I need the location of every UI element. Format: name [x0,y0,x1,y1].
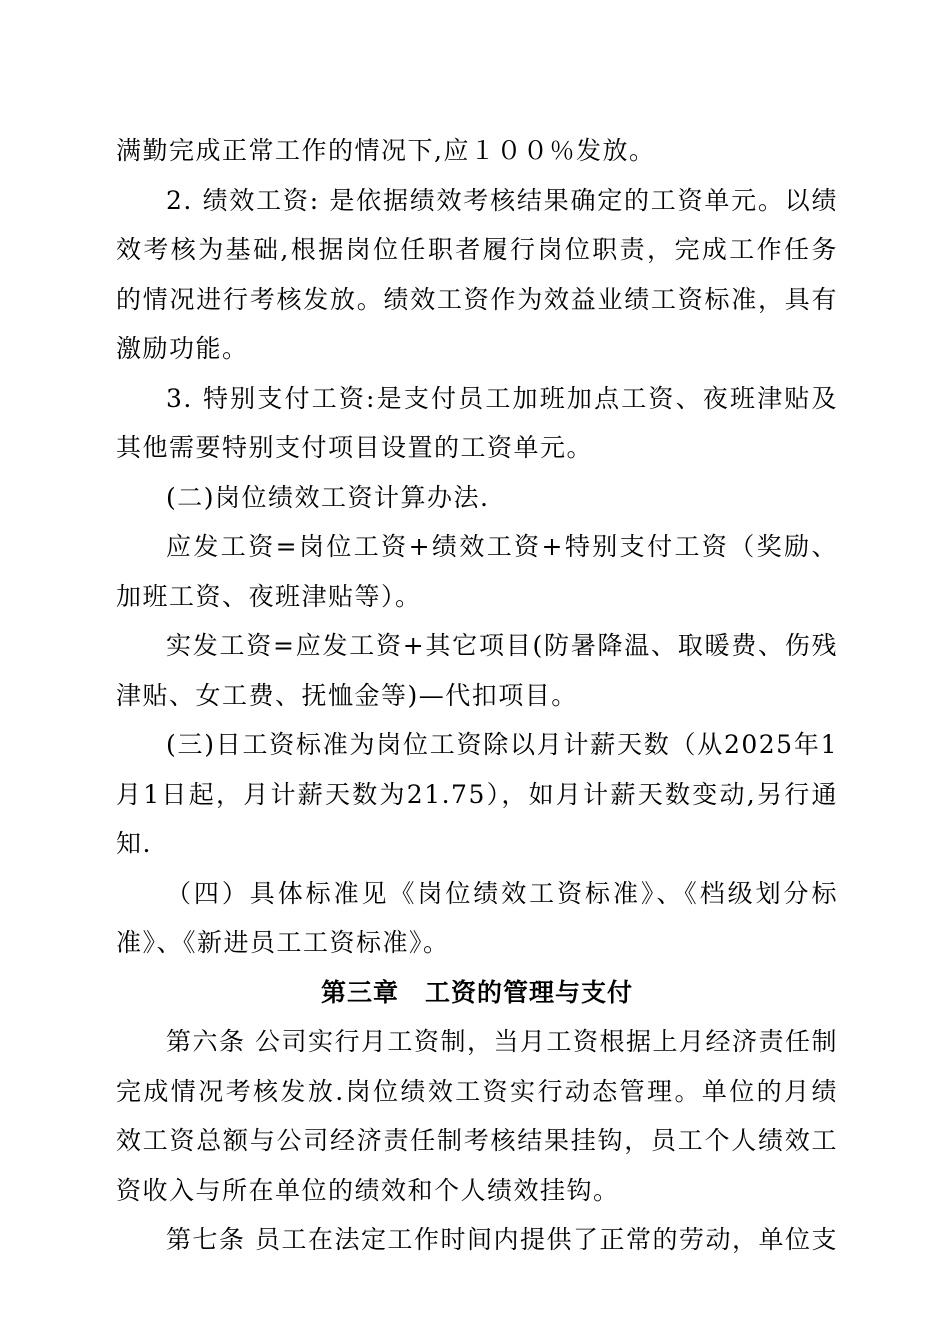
paragraph-special-pay: 3. 特别支付工资:是支付员工加班加点工资、夜班津贴及其他需要特别支付项目设置的工资单元。 [116,383,838,462]
paragraph-full-attendance: 满勤完成正常工作的情况下,应１００％发放。 [116,136,656,165]
article-six: 第六条 公司实行月工资制，当月工资根据上月经济责任制完成情况考核发放.岗位绩效工资实行动态管理。单位的月绩效工资总额与公司经济责任制考核结果挂钩，员工个人绩效工资收入与所在单位的绩效和个人绩效挂钩。 [116,1027,838,1205]
paragraph-calculation-method: (二)岗位绩效工资计算办法. [166,482,490,512]
paragraph-net-pay-formula: 实发工资=应发工资+其它项目(防暑降温、取暖费、伤残津贴、女工费、抚恤金等)—代扣项目。 [116,631,838,710]
paragraph-gross-pay-formula: 应发工资=岗位工资+绩效工资+特别支付工资（奖励、加班工资、夜班津贴等）。 [116,532,838,611]
document-body [116,126,838,1265]
chapter-heading: 第三章 工资的管理与支付 [320,977,633,1007]
paragraph-specific-standards: （四）具体标准见《岗位绩效工资标准》、《档级划分标准》、《新进员工工资标准》。 [116,878,838,957]
article-seven: 第七条 员工在法定工作时间内提供了正常的劳动，单位支 [166,1225,838,1254]
paragraph-daily-wage-standard: (三)日工资标准为岗位工资除以月计薪天数（从2025年1月1日起，月计薪天数为21.75），如月计薪天数变动,另行通知. [116,730,838,858]
paragraph-performance-pay: 2. 绩效工资: 是依据绩效考核结果确定的工资单元。以绩效考核为基础,根据岗位任职者履行岗位职责，完成工作任务的情况进行考核发放。绩效工资作为效益业绩工资标准，具有激励功能。 [116,185,838,363]
